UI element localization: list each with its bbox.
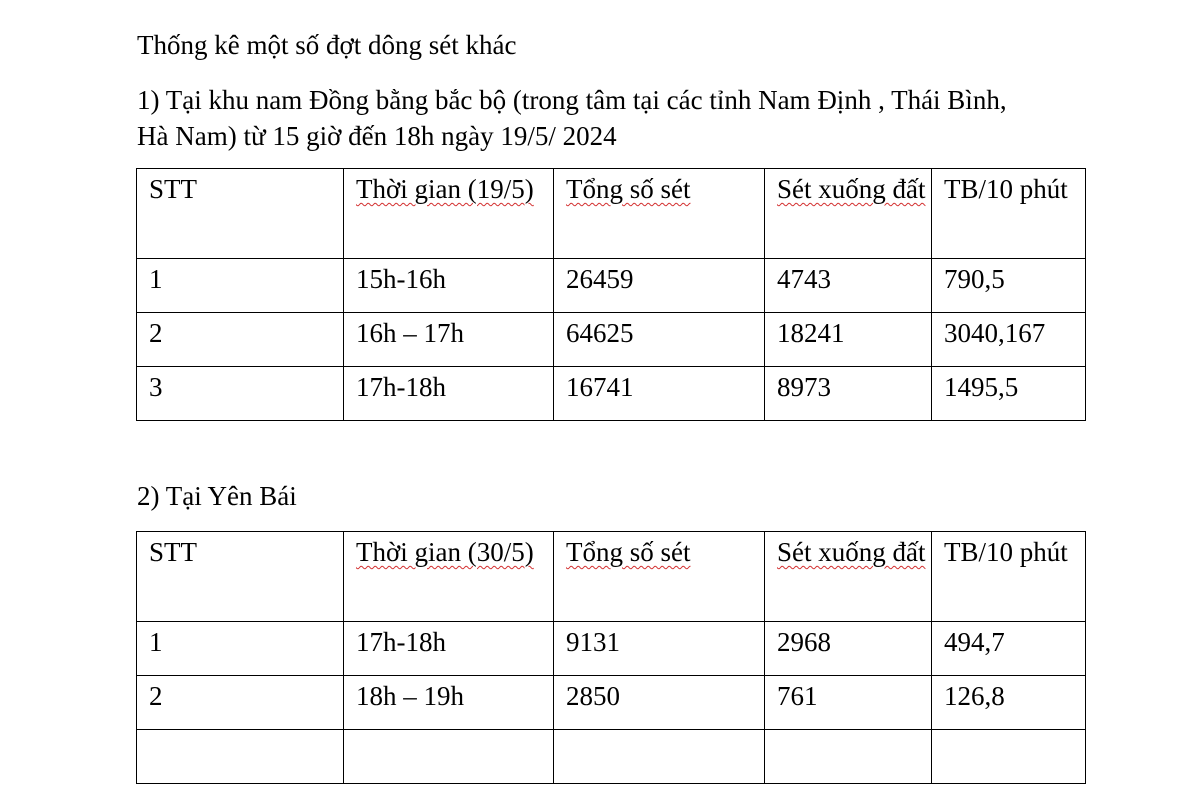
header-cell-total [554, 169, 765, 259]
table-row [137, 313, 1086, 367]
table-cell: 761 [765, 676, 932, 730]
header-cell-avg: TB/10 phút [932, 169, 1086, 259]
section1-title-line1: 1) Tại khu nam Đồng bằng bắc bộ (trong tâm tại các tỉnh Nam Định , Thái Bình, [137, 85, 1007, 115]
header-cell-time-text: Thời gian (19/5) [356, 174, 534, 204]
table-cell: 2 [137, 676, 344, 730]
table-cell: 16741 [554, 367, 765, 421]
table-cell [344, 730, 554, 784]
table-row [137, 730, 1086, 784]
table-cell: 3 [137, 367, 344, 421]
header-cell-ground [765, 532, 932, 622]
table-cell: 18241 [765, 313, 932, 367]
header-cell-total-text: Tổng số sét [566, 174, 691, 204]
table-cell: 4743 [765, 259, 932, 313]
table-cell [765, 730, 932, 784]
table-cell [932, 730, 1086, 784]
header-cell-avg: TB/10 phút [932, 532, 1086, 622]
table-cell: 17h-18h [344, 622, 554, 676]
table-cell: 15h-16h [344, 259, 554, 313]
table-cell: 3040,167 [932, 313, 1086, 367]
header-cell-time [344, 169, 554, 259]
header-cell-stt: STT [137, 169, 344, 259]
table-cell [137, 730, 344, 784]
table-row [137, 676, 1086, 730]
table-cell: 494,7 [932, 622, 1086, 676]
table-cell: 126,8 [932, 676, 1086, 730]
table-cell: 1 [137, 259, 344, 313]
section1-table [136, 168, 1086, 421]
table-cell: 8973 [765, 367, 932, 421]
section2-title: 2) Tại Yên Bái [137, 481, 297, 511]
table-header-row [137, 169, 1086, 259]
table-cell: 1495,5 [932, 367, 1086, 421]
table-cell: 2968 [765, 622, 932, 676]
table-cell: 18h – 19h [344, 676, 554, 730]
table-cell: 2850 [554, 676, 765, 730]
table-cell: 26459 [554, 259, 765, 313]
table-row [137, 259, 1086, 313]
table-cell: 790,5 [932, 259, 1086, 313]
table-cell: 64625 [554, 313, 765, 367]
table-header-row [137, 532, 1086, 622]
table-cell: 2 [137, 313, 344, 367]
header-cell-ground-text: Sét xuống đất [777, 537, 926, 567]
section2-table [136, 531, 1086, 784]
header-cell-ground-text: Sét xuống đất [777, 174, 926, 204]
table-cell [554, 730, 765, 784]
table-cell: 16h – 17h [344, 313, 554, 367]
document-heading: Thống kê một số đợt dông sét khác [137, 30, 517, 60]
header-cell-time [344, 532, 554, 622]
header-cell-time-text: Thời gian (30/5) [356, 537, 534, 567]
header-cell-total [554, 532, 765, 622]
header-cell-total-text: Tổng số sét [566, 537, 691, 567]
header-cell-ground [765, 169, 932, 259]
section1-title-line2: Hà Nam) từ 15 giờ đến 18h ngày 19/5/ 2024 [137, 121, 617, 151]
table-row [137, 622, 1086, 676]
table-row [137, 367, 1086, 421]
table-cell: 9131 [554, 622, 765, 676]
table-cell: 1 [137, 622, 344, 676]
table-cell: 17h-18h [344, 367, 554, 421]
header-cell-stt: STT [137, 532, 344, 622]
